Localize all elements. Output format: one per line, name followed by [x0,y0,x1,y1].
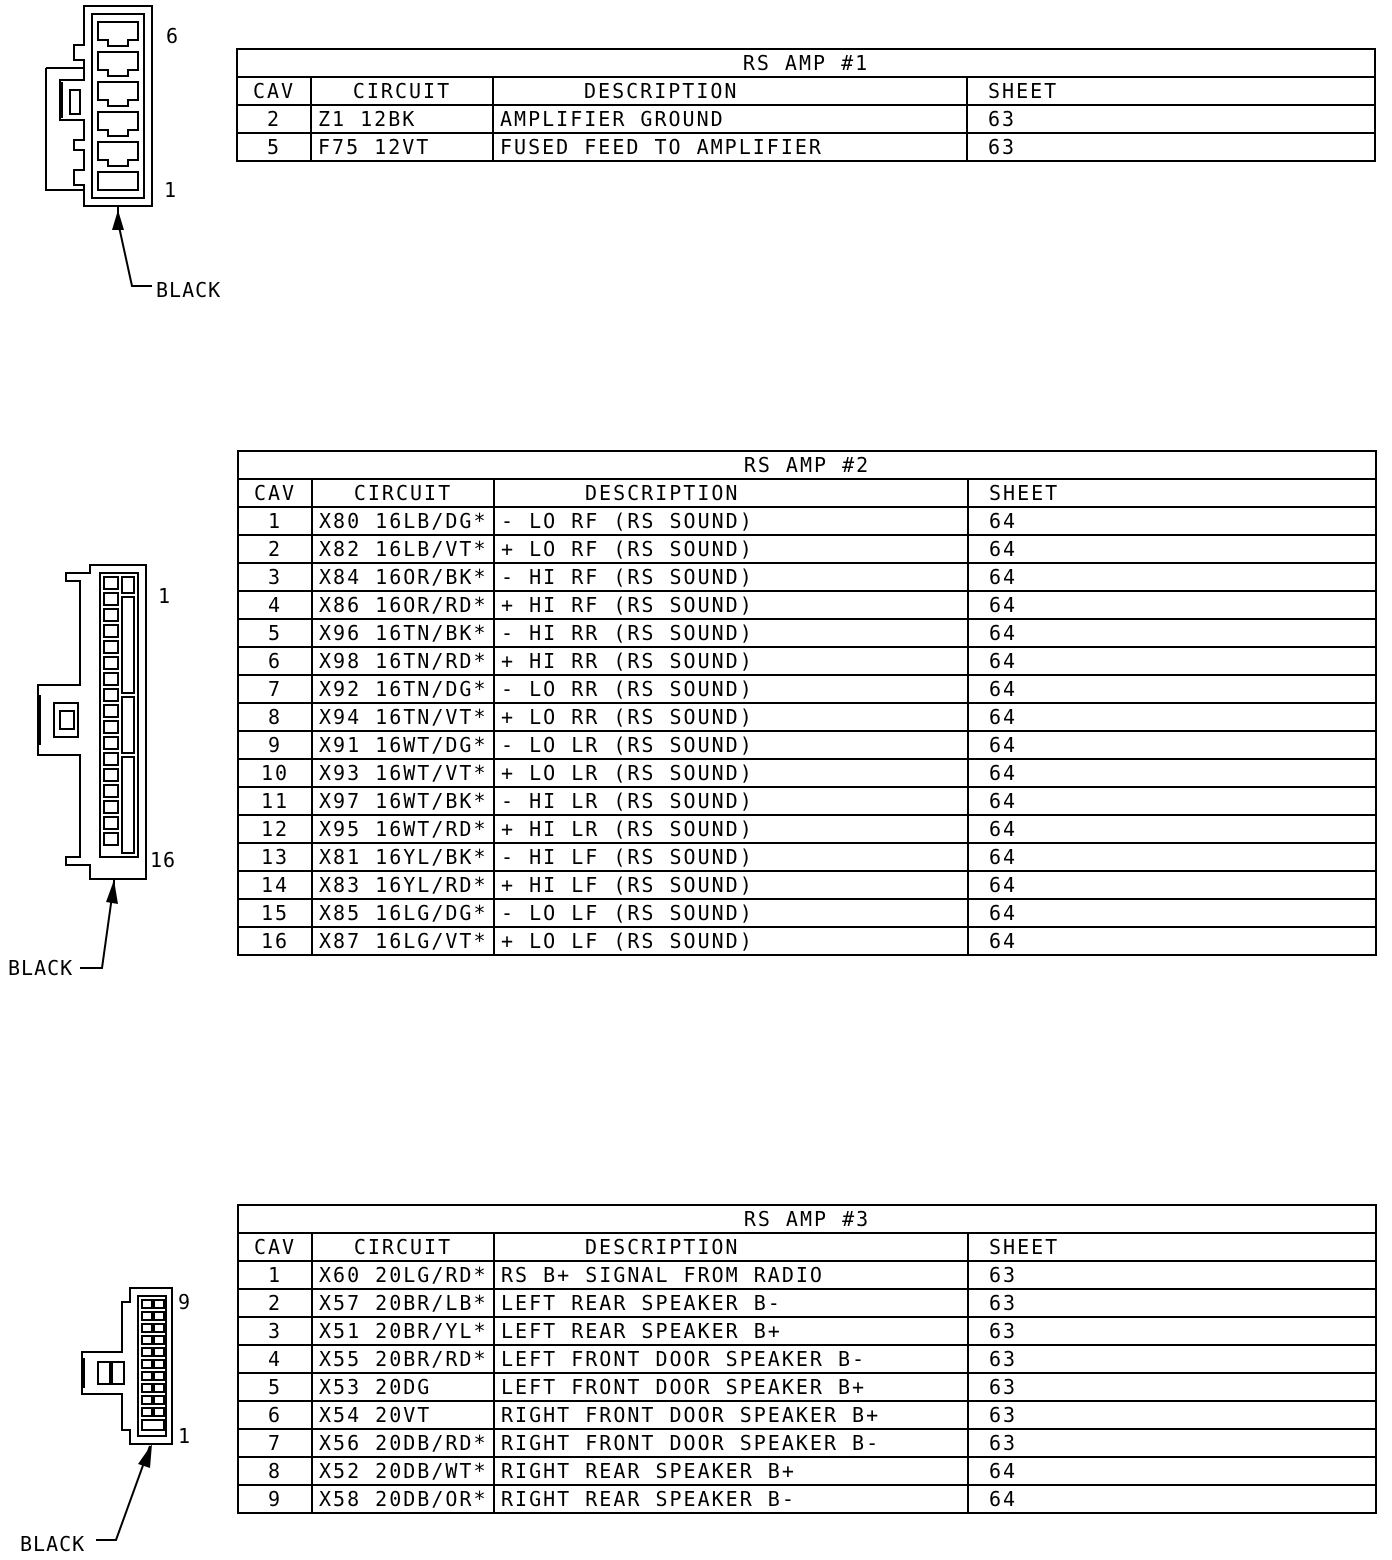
header-description: DESCRIPTION [494,479,968,507]
cell-cav: 4 [238,1345,312,1373]
connector-1-pin-last-label: 6 [166,24,180,48]
cell-cav: 11 [238,787,312,815]
cell-circuit: X85 16LG/DG* [312,899,494,927]
table-title: RS AMP #2 [238,451,1376,479]
header-cav: CAV [238,1233,312,1261]
cell-description: + HI RR (RS SOUND) [494,647,968,675]
table-row [238,1401,1376,1429]
cell-cav: 1 [238,507,312,535]
cell-description: FUSED FEED TO AMPLIFIER [493,133,967,161]
connector-2-pinout-table [237,450,1377,956]
table-row [238,927,1376,955]
header-cav: CAV [237,77,311,105]
cell-description: LEFT FRONT DOOR SPEAKER B+ [494,1373,968,1401]
cell-circuit: X80 16LB/DG* [312,507,494,535]
table-row [238,1373,1376,1401]
cell-cav: 16 [238,927,312,955]
cell-circuit: X92 16TN/DG* [312,675,494,703]
header-sheet: SHEET [968,479,1376,507]
cell-cav: 15 [238,899,312,927]
cell-sheet: 63 [968,1345,1376,1373]
cell-circuit: X53 20DG [312,1373,494,1401]
cell-cav: 2 [237,105,311,133]
cell-cav: 8 [238,1457,312,1485]
cell-sheet: 64 [968,871,1376,899]
cell-circuit: X81 16YL/BK* [312,843,494,871]
cell-sheet: 64 [968,1485,1376,1513]
connector-2-color-label: BLACK [8,956,74,980]
cell-circuit: X83 16YL/RD* [312,871,494,899]
cell-circuit: X93 16WT/VT* [312,759,494,787]
cell-cav: 4 [238,591,312,619]
connector-3-face-icon [76,1282,186,1452]
cell-cav: 2 [238,1289,312,1317]
header-sheet: SHEET [967,77,1375,105]
cell-sheet: 64 [968,675,1376,703]
cell-sheet: 63 [968,1289,1376,1317]
table-row [238,591,1376,619]
table-row [238,535,1376,563]
cell-description: RIGHT REAR SPEAKER B- [494,1485,968,1513]
cell-description: - LO LR (RS SOUND) [494,731,968,759]
connector-3-drawing [76,1282,186,1452]
connector-1-color-label: BLACK [156,278,222,302]
cell-circuit: X54 20VT [312,1401,494,1429]
connector-1-pinout-table [236,48,1376,162]
cell-sheet: 63 [968,1401,1376,1429]
connector-1-face-icon [40,0,240,310]
cell-cav: 6 [238,647,312,675]
connector-3-color-label: BLACK [20,1532,86,1556]
table-row [238,647,1376,675]
cell-description: + LO LF (RS SOUND) [494,927,968,955]
cell-description: RIGHT REAR SPEAKER B+ [494,1457,968,1485]
cell-description: + HI LR (RS SOUND) [494,815,968,843]
table-row [237,133,1375,161]
connector-2-pin-last-label: 16 [150,848,177,872]
cell-description: + HI LF (RS SOUND) [494,871,968,899]
cell-cav: 2 [238,535,312,563]
cell-cav: 12 [238,815,312,843]
connector-1-pin-first-label: 1 [164,178,178,202]
cell-circuit: X56 20DB/RD* [312,1429,494,1457]
cell-description: LEFT REAR SPEAKER B+ [494,1317,968,1345]
cell-description: LEFT REAR SPEAKER B- [494,1289,968,1317]
cell-sheet: 64 [968,731,1376,759]
cell-sheet: 64 [968,787,1376,815]
table-title: RS AMP #3 [238,1205,1376,1233]
cell-cav: 5 [237,133,311,161]
header-description: DESCRIPTION [493,77,967,105]
cell-sheet: 64 [968,815,1376,843]
connector-2-drawing [30,555,160,885]
table-row [238,1485,1376,1513]
header-cav: CAV [238,479,312,507]
cell-sheet: 64 [968,927,1376,955]
cell-sheet: 64 [968,507,1376,535]
cell-description: - HI RF (RS SOUND) [494,563,968,591]
table-row [238,675,1376,703]
cell-circuit: X98 16TN/RD* [312,647,494,675]
cell-description: - LO LF (RS SOUND) [494,899,968,927]
cell-sheet: 64 [968,1457,1376,1485]
cell-description: - HI LF (RS SOUND) [494,843,968,871]
cell-sheet: 64 [968,759,1376,787]
connector-2-face-icon [30,555,160,885]
table-row [238,759,1376,787]
cell-description: RS B+ SIGNAL FROM RADIO [494,1261,968,1289]
cell-description: - HI LR (RS SOUND) [494,787,968,815]
cell-sheet: 64 [968,703,1376,731]
header-description: DESCRIPTION [494,1233,968,1261]
cell-cav: 14 [238,871,312,899]
table-row [238,1289,1376,1317]
table-row [238,731,1376,759]
cell-sheet: 63 [968,1261,1376,1289]
cell-cav: 13 [238,843,312,871]
connector-1-drawing [40,0,240,310]
cell-cav: 9 [238,1485,312,1513]
connector-3-pinout-table [237,1204,1377,1514]
cell-sheet: 64 [968,619,1376,647]
cell-sheet: 63 [967,133,1375,161]
table-row [238,619,1376,647]
cell-cav: 3 [238,1317,312,1345]
table-row [238,1457,1376,1485]
cell-description: AMPLIFIER GROUND [493,105,967,133]
table-row [238,563,1376,591]
connector-3-pin-last-label: 9 [178,1290,192,1314]
cell-circuit: X57 20BR/LB* [312,1289,494,1317]
table-row [237,105,1375,133]
table-row [238,507,1376,535]
cell-cav: 7 [238,1429,312,1457]
cell-cav: 8 [238,703,312,731]
cell-description: - LO RR (RS SOUND) [494,675,968,703]
connector-3-pin-first-label: 1 [178,1424,192,1448]
header-circuit: CIRCUIT [312,1233,494,1261]
cell-cav: 9 [238,731,312,759]
cell-description: + LO RF (RS SOUND) [494,535,968,563]
table-row [238,1261,1376,1289]
cell-sheet: 63 [968,1373,1376,1401]
cell-sheet: 63 [968,1429,1376,1457]
table-row [238,787,1376,815]
table-title: RS AMP #1 [237,49,1375,77]
cell-circuit: X87 16LG/VT* [312,927,494,955]
cell-sheet: 63 [968,1317,1376,1345]
table-row [238,843,1376,871]
cell-description: - LO RF (RS SOUND) [494,507,968,535]
header-circuit: CIRCUIT [312,479,494,507]
table-row [238,1429,1376,1457]
cell-description: RIGHT FRONT DOOR SPEAKER B- [494,1429,968,1457]
cell-sheet: 63 [967,105,1375,133]
cell-description: + LO RR (RS SOUND) [494,703,968,731]
table-row [238,703,1376,731]
cell-circuit: X86 16OR/RD* [312,591,494,619]
header-sheet: SHEET [968,1233,1376,1261]
cell-circuit: X95 16WT/RD* [312,815,494,843]
table-row [238,1317,1376,1345]
cell-circuit: X84 16OR/BK* [312,563,494,591]
table-row [238,1345,1376,1373]
cell-description: + LO LR (RS SOUND) [494,759,968,787]
table-row [238,815,1376,843]
cell-cav: 6 [238,1401,312,1429]
cell-cav: 3 [238,563,312,591]
cell-sheet: 64 [968,647,1376,675]
cell-circuit: X52 20DB/WT* [312,1457,494,1485]
cell-cav: 5 [238,619,312,647]
cell-circuit: X96 16TN/BK* [312,619,494,647]
cell-circuit: Z1 12BK [311,105,493,133]
cell-sheet: 64 [968,899,1376,927]
cell-cav: 5 [238,1373,312,1401]
cell-circuit: X94 16TN/VT* [312,703,494,731]
cell-circuit: X60 20LG/RD* [312,1261,494,1289]
connector-2-pin-first-label: 1 [158,584,172,608]
cell-circuit: F75 12VT [311,133,493,161]
connector-2-leader [70,876,130,976]
cell-cav: 10 [238,759,312,787]
cell-circuit: X97 16WT/BK* [312,787,494,815]
cell-circuit: X51 20BR/YL* [312,1317,494,1345]
cell-cav: 1 [238,1261,312,1289]
cell-cav: 7 [238,675,312,703]
cell-circuit: X55 20BR/RD* [312,1345,494,1373]
cell-description: + HI RF (RS SOUND) [494,591,968,619]
cell-description: - HI RR (RS SOUND) [494,619,968,647]
cell-sheet: 64 [968,563,1376,591]
cell-circuit: X58 20DB/OR* [312,1485,494,1513]
header-circuit: CIRCUIT [311,77,493,105]
cell-circuit: X82 16LB/VT* [312,535,494,563]
cell-sheet: 64 [968,591,1376,619]
cell-description: RIGHT FRONT DOOR SPEAKER B+ [494,1401,968,1429]
connector-3-leader [86,1440,166,1550]
table-row [238,871,1376,899]
cell-sheet: 64 [968,843,1376,871]
cell-circuit: X91 16WT/DG* [312,731,494,759]
cell-description: LEFT FRONT DOOR SPEAKER B- [494,1345,968,1373]
cell-sheet: 64 [968,535,1376,563]
table-row [238,899,1376,927]
